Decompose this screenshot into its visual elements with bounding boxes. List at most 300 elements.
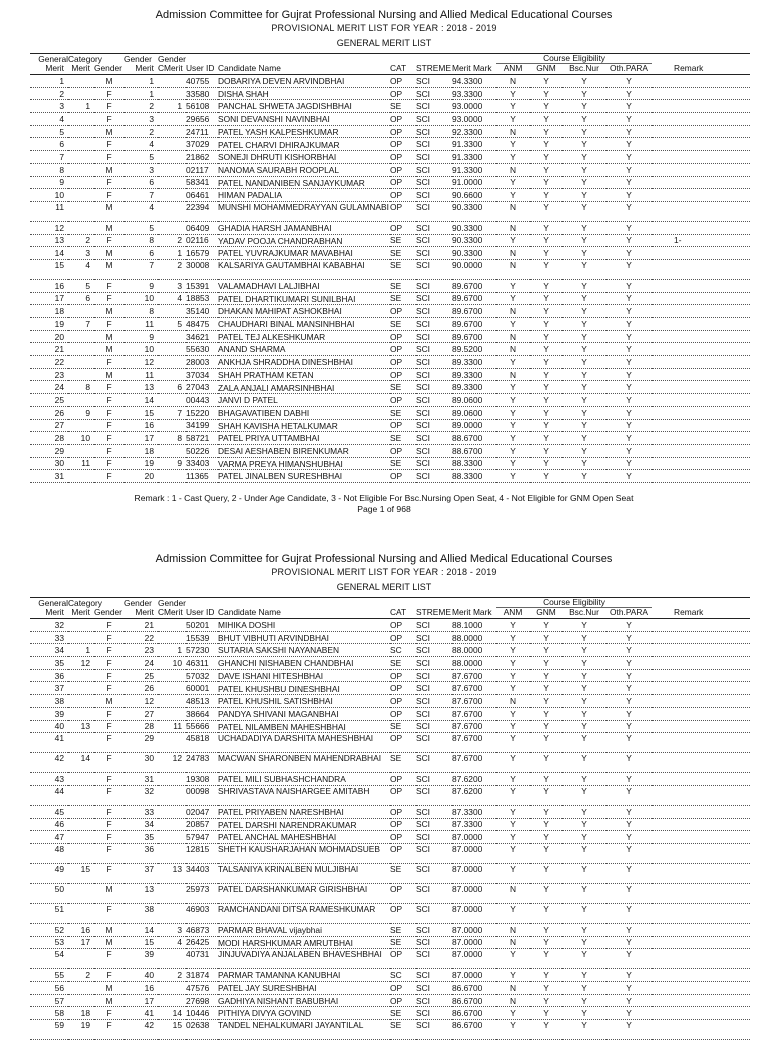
oth-cell: Y	[606, 657, 652, 670]
remark-col: Remark	[652, 608, 750, 619]
merit-mark-cell: 88.0000	[452, 631, 496, 644]
gender-cell: F	[94, 279, 124, 292]
oth-cell: Y	[606, 444, 652, 457]
merit-table-body	[30, 75, 750, 483]
cat-merit-cell	[68, 151, 94, 164]
gender-cmerit-cell	[158, 176, 186, 189]
gender-merit-cell: 17	[124, 432, 158, 445]
anm-cell: Y	[496, 432, 530, 445]
gender-cell: M	[94, 259, 124, 279]
cat-merit-cell	[68, 843, 94, 863]
gender-merit-cell: 15	[124, 936, 158, 949]
cat-cell: OP	[390, 151, 416, 164]
user-id-cell: 57230	[186, 644, 218, 657]
cat-merit-cell: 15	[68, 863, 94, 883]
candidate-name-cell: PITHIYA DIVYA GOVIND	[218, 1007, 390, 1020]
merit-cell: 27	[30, 419, 68, 432]
stream-cell: SCI	[416, 785, 452, 805]
gnm-cell: Y	[530, 1020, 562, 1040]
gender-cell: F	[94, 381, 124, 394]
cat-cell: OP	[390, 394, 416, 407]
cat-cell: SE	[390, 657, 416, 670]
anm-cell: Y	[496, 151, 530, 164]
anm-cell: N	[496, 923, 530, 936]
cat-merit-cell	[68, 669, 94, 682]
candidate-name-cell: PARMAR TAMANNA KANUBHAI	[218, 969, 390, 982]
list-subtitle: PROVISIONAL MERIT LIST FOR YEAR : 2018 - 2019	[271, 23, 497, 33]
cat-merit-cell: 16	[68, 923, 94, 936]
merit-mark-cell: 86.6700	[452, 1020, 496, 1040]
cat-cell: OP	[390, 785, 416, 805]
gnm-cell: Y	[530, 470, 562, 483]
merit-mark-cell: 87.0000	[452, 843, 496, 863]
gender-merit-cell: 37	[124, 863, 158, 883]
gender-cell: M	[94, 994, 124, 1007]
oth-cell: Y	[606, 419, 652, 432]
anm-cell: Y	[496, 619, 530, 632]
bsc-cell: Y	[562, 113, 606, 126]
course-eligibility-header: Course Eligibility	[496, 598, 652, 608]
stream-cell: SCI	[416, 432, 452, 445]
gnm-cell: Y	[530, 394, 562, 407]
gender-merit-cell: 14	[124, 923, 158, 936]
remark-cell	[652, 773, 750, 786]
merit-cell: 47	[30, 831, 68, 844]
remark-cell	[652, 903, 750, 923]
stream-cell: SCI	[416, 682, 452, 695]
merit-cell: 15	[30, 259, 68, 279]
merit-mark-cell: 93.3300	[452, 87, 496, 100]
gender-cell: F	[94, 657, 124, 670]
gender-merit-cell: 9	[124, 330, 158, 343]
gnm-cell: Y	[530, 343, 562, 356]
user-id-cell: 27698	[186, 994, 218, 1007]
cat-merit-col: Merit	[68, 64, 94, 75]
cat-merit-cell: 17	[68, 936, 94, 949]
gender-cell: M	[94, 221, 124, 234]
gender-cmerit-cell: 3	[158, 279, 186, 292]
candidate-name-cell: MODI HARSHKUMAR AMRUTBHAI	[218, 936, 390, 949]
remark-cell	[652, 682, 750, 695]
gender-cmerit-cell	[158, 470, 186, 483]
merit-cell: 39	[30, 707, 68, 720]
merit-cell: 4	[30, 113, 68, 126]
gender-cell: F	[94, 1020, 124, 1040]
gender-merit-cell: 19	[124, 457, 158, 470]
table-row	[30, 773, 750, 786]
oth-cell: Y	[606, 318, 652, 331]
gender-cell: F	[94, 707, 124, 720]
gender-cmerit-cell: 4	[158, 292, 186, 305]
merit-cell: 42	[30, 753, 68, 773]
gnm-cell: Y	[530, 368, 562, 381]
gnm-cell: Y	[530, 657, 562, 670]
user-id-cell: 02117	[186, 163, 218, 176]
oth-cell: Y	[606, 432, 652, 445]
stream-cell: SCI	[416, 330, 452, 343]
anm-cell: N	[496, 201, 530, 221]
candidate-name-cell: PATEL NANDANIBEN SANJAYKUMAR	[218, 176, 390, 189]
merit-mark-cell: 91.3300	[452, 151, 496, 164]
stream-cell: SCI	[416, 733, 452, 753]
table-row	[30, 444, 750, 457]
gender-cell: F	[94, 151, 124, 164]
gender-cmerit-col: CMerit	[158, 608, 186, 619]
cat-merit-col: Merit	[68, 608, 94, 619]
gnm-cell: Y	[530, 305, 562, 318]
gender-merit-col: Merit	[124, 608, 158, 619]
gender-cmerit-col: CMerit	[158, 64, 186, 75]
oth-cell: Y	[606, 305, 652, 318]
merit-mark-cell: 89.0600	[452, 406, 496, 419]
stream-cell: SCI	[416, 163, 452, 176]
cat-cell: SE	[390, 259, 416, 279]
gender-cmerit-cell	[158, 356, 186, 369]
gender-cell: F	[94, 753, 124, 773]
bsc-col: Bsc.Nur	[562, 64, 606, 75]
gender-cell: F	[94, 1007, 124, 1020]
oth-cell: Y	[606, 234, 652, 247]
cat-cell: OP	[390, 163, 416, 176]
bsc-cell: Y	[562, 773, 606, 786]
anm-cell: Y	[496, 785, 530, 805]
oth-cell: Y	[606, 368, 652, 381]
bsc-cell: Y	[562, 394, 606, 407]
table-row	[30, 657, 750, 670]
candidate-name-cell: JANVI D PATEL	[218, 394, 390, 407]
remark-cell	[652, 125, 750, 138]
anm-cell: Y	[496, 969, 530, 982]
merit-mark-cell: 86.6700	[452, 1007, 496, 1020]
bsc-cell: Y	[562, 982, 606, 995]
remark-cell	[652, 863, 750, 883]
candidate-name-cell: DHAKAN MAHIPAT ASHOKBHAI	[218, 305, 390, 318]
general-header: General	[30, 598, 68, 608]
gender-merit-cell: 5	[124, 151, 158, 164]
cat-merit-cell	[68, 818, 94, 831]
bsc-cell: Y	[562, 682, 606, 695]
user-id-cell: 58341	[186, 176, 218, 189]
merit-cell: 14	[30, 247, 68, 260]
gnm-cell: Y	[530, 259, 562, 279]
candidate-name-cell: ANKHJA SHRADDHA DINESHBHAI	[218, 356, 390, 369]
merit-cell: 25	[30, 394, 68, 407]
gender-merit-cell: 15	[124, 406, 158, 419]
merit-mark-cell: 87.0000	[452, 863, 496, 883]
gnm-col: GNM	[530, 608, 562, 619]
stream-cell: SCI	[416, 863, 452, 883]
gender-cmerit-cell	[158, 631, 186, 644]
gender-merit-cell: 22	[124, 631, 158, 644]
anm-cell: N	[496, 247, 530, 260]
gender-cmerit-cell: 12	[158, 753, 186, 773]
anm-cell: Y	[496, 419, 530, 432]
candidate-name-cell: VALAMADHAVI LALJIBHAI	[218, 279, 390, 292]
table-row	[30, 87, 750, 100]
candidate-name-cell: GHANCHI NISHABEN CHANDBHAI	[218, 657, 390, 670]
gnm-cell: Y	[530, 87, 562, 100]
table-row	[30, 982, 750, 995]
cat-merit-cell: 5	[68, 279, 94, 292]
merit-mark-cell: 89.6700	[452, 330, 496, 343]
remark-cell	[652, 457, 750, 470]
candidate-name-cell: ZALA ANJALI AMARSINHBHAI	[218, 381, 390, 394]
candidate-name-cell: MACWAN SHARONBEN MAHENDRABHAI	[218, 753, 390, 773]
stream-cell: SCI	[416, 259, 452, 279]
cat-merit-cell	[68, 470, 94, 483]
gender-merit-cell: 31	[124, 773, 158, 786]
gender-cell: F	[94, 831, 124, 844]
gnm-cell: Y	[530, 406, 562, 419]
merit-cell: 56	[30, 982, 68, 995]
cat-merit-cell	[68, 883, 94, 903]
cat-cell: SE	[390, 100, 416, 113]
stream-col: STREME	[416, 63, 451, 73]
cat-cell: OP	[390, 669, 416, 682]
gender-merit-cell: 36	[124, 843, 158, 863]
merit-mark-cell: 87.0000	[452, 831, 496, 844]
remark-cell	[652, 883, 750, 903]
gnm-cell: Y	[530, 773, 562, 786]
merit-cell: 53	[30, 936, 68, 949]
oth-cell: Y	[606, 982, 652, 995]
remark-cell	[652, 733, 750, 753]
candidate-name-cell: PANDYA SHIVANI MAGANBHAI	[218, 707, 390, 720]
stream-cell: SCI	[416, 695, 452, 708]
oth-cell: Y	[606, 247, 652, 260]
bsc-cell: Y	[562, 368, 606, 381]
remark-cell	[652, 753, 750, 773]
stream-cell: SCI	[416, 247, 452, 260]
user-id-cell: 24711	[186, 125, 218, 138]
table-row	[30, 753, 750, 773]
merit-cell: 28	[30, 432, 68, 445]
remark-cell	[652, 785, 750, 805]
stream-cell: SCI	[416, 982, 452, 995]
remark-cell	[652, 368, 750, 381]
gnm-cell: Y	[530, 432, 562, 445]
candidate-name-cell: PANCHAL SHWETA JAGDISHBHAI	[218, 100, 390, 113]
oth-cell: Y	[606, 330, 652, 343]
gender-cell: F	[94, 176, 124, 189]
remark-cell	[652, 657, 750, 670]
merit-cell: 37	[30, 682, 68, 695]
merit-table	[30, 53, 750, 483]
anm-cell: N	[496, 330, 530, 343]
gender-cell: F	[94, 189, 124, 202]
table-row	[30, 695, 750, 708]
merit-mark-cell: 89.6700	[452, 279, 496, 292]
gnm-col: GNM	[530, 64, 562, 75]
gender-cell: F	[94, 432, 124, 445]
gender-cmerit-cell	[158, 330, 186, 343]
table-row	[30, 406, 750, 419]
user-id-cell: 45818	[186, 733, 218, 753]
gnm-cell: Y	[530, 444, 562, 457]
merit-mark-cell: 90.0000	[452, 259, 496, 279]
candidate-name-cell: ANAND SHARMA	[218, 343, 390, 356]
gender-merit-cell: 28	[124, 720, 158, 733]
gender-cmerit-cell	[158, 87, 186, 100]
gender-cell: F	[94, 619, 124, 632]
cat-merit-cell	[68, 805, 94, 818]
merit-cell: 32	[30, 619, 68, 632]
stream-col: STREME	[416, 607, 451, 617]
merit-mark-cell: 87.0000	[452, 936, 496, 949]
gender-merit-cell: 12	[124, 695, 158, 708]
gender-merit-cell: 29	[124, 733, 158, 753]
user-id-col: User ID	[186, 608, 218, 619]
cat-merit-cell	[68, 773, 94, 786]
table-row	[30, 368, 750, 381]
candidate-name-cell: BHUT VIBHUTI ARVINDBHAI	[218, 631, 390, 644]
user-id-cell: 22394	[186, 201, 218, 221]
oth-cell: Y	[606, 631, 652, 644]
gender-cmerit-header-top: Gender	[158, 53, 186, 64]
gender-cell: F	[94, 100, 124, 113]
gnm-cell: Y	[530, 138, 562, 151]
cat-cell: SE	[390, 1007, 416, 1020]
gender-merit-cell: 8	[124, 234, 158, 247]
cat-merit-cell: 11	[68, 457, 94, 470]
bsc-cell: Y	[562, 619, 606, 632]
candidate-name-cell: PATEL PRIYABEN NARESHBHAI	[218, 805, 390, 818]
user-id-cell: 00443	[186, 394, 218, 407]
oth-cell: Y	[606, 201, 652, 221]
candidate-name-cell: PATEL JAY SURESHBHAI	[218, 982, 390, 995]
cat-merit-cell	[68, 163, 94, 176]
stream-cell: SCI	[416, 292, 452, 305]
anm-cell: Y	[496, 903, 530, 923]
oth-cell: Y	[606, 394, 652, 407]
gnm-cell: Y	[530, 457, 562, 470]
table-row	[30, 644, 750, 657]
stream-cell: SCI	[416, 444, 452, 457]
bsc-cell: Y	[562, 343, 606, 356]
anm-cell: Y	[496, 176, 530, 189]
remark-cell	[652, 631, 750, 644]
bsc-cell: Y	[562, 903, 606, 923]
cat-merit-cell	[68, 125, 94, 138]
gender-cell: F	[94, 138, 124, 151]
table-row	[30, 1020, 750, 1040]
user-id-cell: 27043	[186, 381, 218, 394]
candidate-name-col: Candidate Name	[218, 608, 390, 619]
gnm-cell: Y	[530, 682, 562, 695]
user-id-cell: 18853	[186, 292, 218, 305]
cat-merit-cell	[68, 138, 94, 151]
table-row	[30, 247, 750, 260]
stream-cell: SCI	[416, 176, 452, 189]
page-header	[0, 553, 768, 593]
user-id-cell: 12815	[186, 843, 218, 863]
gender-cell: F	[94, 406, 124, 419]
gender-cell: F	[94, 785, 124, 805]
gender-merit-cell: 10	[124, 292, 158, 305]
user-id-cell: 19308	[186, 773, 218, 786]
candidate-name-cell: PATEL JINALBEN SURESHBHAI	[218, 470, 390, 483]
user-id-cell: 46903	[186, 903, 218, 923]
gender-cell: F	[94, 292, 124, 305]
gender-cmerit-cell	[158, 707, 186, 720]
cat-merit-cell	[68, 394, 94, 407]
bsc-cell: Y	[562, 669, 606, 682]
stream-cell: SCI	[416, 221, 452, 234]
gender-cell: F	[94, 419, 124, 432]
gnm-cell: Y	[530, 720, 562, 733]
user-id-cell: 20857	[186, 818, 218, 831]
oth-cell: Y	[606, 619, 652, 632]
oth-cell: Y	[606, 903, 652, 923]
table-row	[30, 151, 750, 164]
oth-cell: Y	[606, 644, 652, 657]
merit-mark-cell: 89.3300	[452, 368, 496, 381]
user-id-cell: 10446	[186, 1007, 218, 1020]
user-id-cell: 40731	[186, 949, 218, 969]
merit-cell: 3	[30, 100, 68, 113]
table-row	[30, 969, 750, 982]
table-row	[30, 176, 750, 189]
user-id-cell: 57032	[186, 669, 218, 682]
oth-cell: Y	[606, 279, 652, 292]
merit-cell: 33	[30, 631, 68, 644]
stream-cell: SCI	[416, 368, 452, 381]
remark-cell	[652, 113, 750, 126]
gender-cell: M	[94, 163, 124, 176]
anm-cell: N	[496, 125, 530, 138]
oth-cell: Y	[606, 356, 652, 369]
stream-cell: SCI	[416, 923, 452, 936]
stream-cell: SCI	[416, 969, 452, 982]
cat-cell: OP	[390, 125, 416, 138]
gender-merit-cell: 1	[124, 75, 158, 88]
merit-cell: 40	[30, 720, 68, 733]
candidate-name-col: Candidate Name	[218, 64, 390, 75]
bsc-cell: Y	[562, 189, 606, 202]
oth-cell: Y	[606, 470, 652, 483]
gender-merit-cell: 39	[124, 949, 158, 969]
bsc-cell: Y	[562, 151, 606, 164]
user-id-cell: 48513	[186, 695, 218, 708]
stream-cell: SCI	[416, 818, 452, 831]
merit-cell: 18	[30, 305, 68, 318]
gnm-cell: Y	[530, 381, 562, 394]
candidate-name-cell: PATEL KHUSHIL SATISHBHAI	[218, 695, 390, 708]
user-id-cell: 50201	[186, 619, 218, 632]
cat-merit-cell	[68, 221, 94, 234]
stream-cell: SCI	[416, 936, 452, 949]
cat-merit-cell	[68, 419, 94, 432]
page-header	[0, 9, 768, 49]
gender-cmerit-cell: 5	[158, 318, 186, 331]
gnm-cell: Y	[530, 707, 562, 720]
gender-cell: M	[94, 923, 124, 936]
merit-cell: 57	[30, 994, 68, 1007]
candidate-name-cell: DESAI AESHABEN BIRENKUMAR	[218, 444, 390, 457]
candidate-name-cell: VARMA PREYA HIMANSHUBHAI	[218, 457, 390, 470]
gnm-cell: Y	[530, 843, 562, 863]
gender-merit-cell: 21	[124, 619, 158, 632]
merit-mark-cell: 88.6700	[452, 444, 496, 457]
candidate-name-cell: GHADIA HARSH JAMANBHAI	[218, 221, 390, 234]
cat-cell: OP	[390, 470, 416, 483]
remark-cell	[652, 695, 750, 708]
cat-cell: OP	[390, 682, 416, 695]
gender-cmerit-cell	[158, 682, 186, 695]
merit-col: Merit	[30, 608, 68, 619]
oth-cell: Y	[606, 75, 652, 88]
merit-mark-cell: 87.6200	[452, 785, 496, 805]
